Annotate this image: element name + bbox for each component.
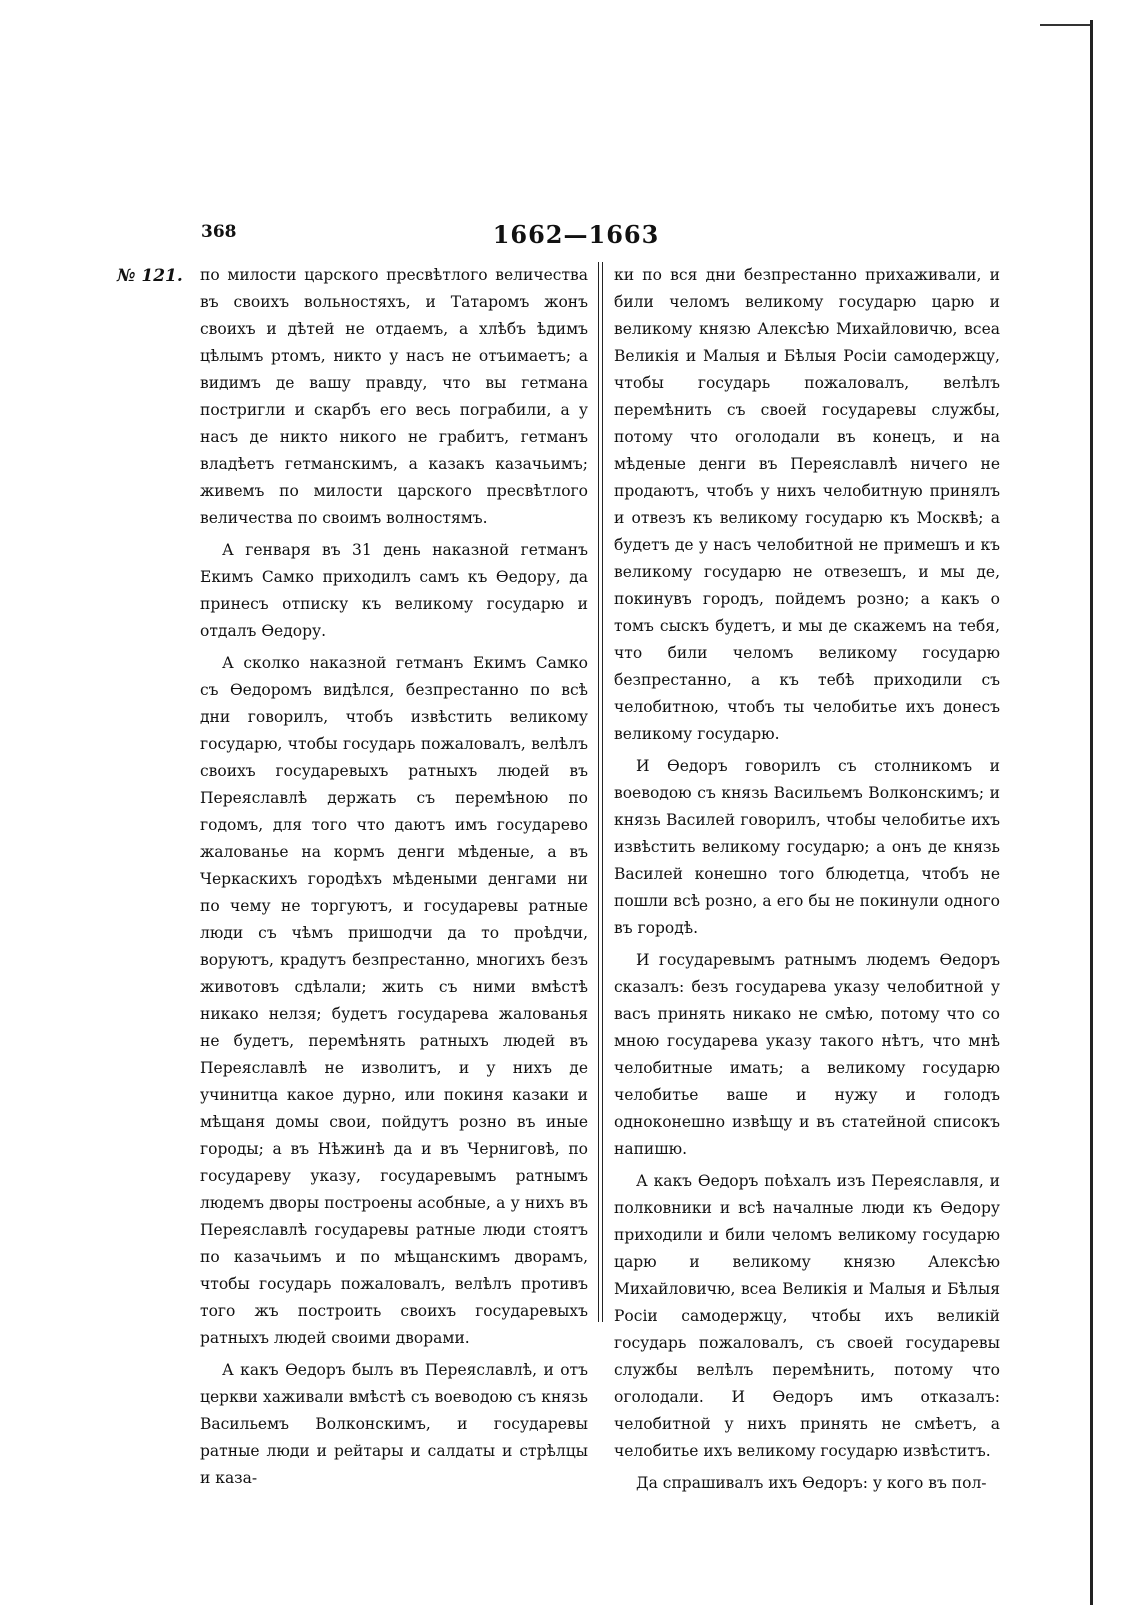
document-number: № 121. [117, 266, 183, 286]
right-paragraph-5: Да спрашивалъ ихъ Ѳедоръ: у кого въ пол- [636, 1474, 987, 1492]
left-paragraph-1: по милости царского пресвѣтлого величества въ своихъ вольностяхъ, и Татаромъ жонъ своихъ и дѣтей не отдаемъ, а хлѣбъ ѣдимъ цѣлымъ ртомъ, никто у насъ не отъимаетъ; а видимъ де вашу правду, что вы гетмана постригли и скарбъ его весь пограбили, а у насъ де никто никого не грабитъ, гетманъ владѣетъ гетманскимъ, а казакъ казачьимъ; живемъ по милости царского пресвѣтлого величества по своимъ волностямъ. [200, 266, 588, 527]
left-paragraph-3: А сколко наказной гетманъ Екимъ Самко съ Ѳедоромъ видѣлся, безпрестанно по всѣ дни говорилъ, чтобъ извѣстить великому государю, чтобы государь пожаловалъ, велѣлъ своихъ государевыхъ ратныхъ людей въ Переяславлѣ держать съ перемѣною по годомъ, для того что даютъ имъ государево жалованье на кормъ денги мѣденые, а въ Черкаскихъ городѣхъ мѣдеными денгами ни по чему не торгуютъ, и государевы ратные люди съ чѣмъ пришодчи да то проѣдчи, воруютъ, крадутъ безпрестанно, многихъ безъ животовъ сдѣлали; жить съ ними вмѣстѣ никако нелзя; будетъ государева жалованья не будетъ, перемѣнять ратныхъ людей въ Переяславлѣ не изволитъ, и у нихъ де учинитца какое дурно, или покиня казаки и мѣщаня домы свои, пойдутъ розно въ иные городы; а въ Нѣжинѣ да и въ Черниговѣ, по государеву указу, государевымъ ратнымъ людемъ дворы построены асобные, а у нихъ въ Переяславлѣ государевы ратные люди стоятъ по казачьимъ и по мѣщанскимъ дворамъ, чтобы государь пожаловалъ, велѣлъ противъ того жъ построить своихъ государевыхъ ратныхъ людей своими дворами. [200, 654, 588, 1347]
right-paragraph-3: И государевымъ ратнымъ людемъ Ѳедоръ сказалъ: безъ государева указу челобитной у васъ принять никако не смѣю, потому что со мною государева указу такого нѣтъ, что мнѣ челобитные имать; а великому государю челобитье ваше и нужу и голодъ одноконешно извѣщу и въ статейной списокъ напишю. [614, 951, 1000, 1158]
page-number: 368 [201, 222, 237, 242]
right-paragraph-4: А какъ Ѳедоръ поѣхалъ изъ Переяславля, и полковники и всѣ началные люди къ Ѳедору приходили и били челомъ великому государю царю и великому князю Алексѣю Михайловичю, всеа Великія и Малыя и Бѣлыя Росіи самодержцу, чтобы ихъ великій государь пожаловалъ, съ своей государевы службы велѣлъ перемѣнить, потому что оголодали. И Ѳедоръ имъ отказалъ: челобитной у нихъ принять не смѣетъ, а челобитье ихъ великому государю извѣститъ. [614, 1172, 1000, 1460]
page-edge-top [1040, 24, 1092, 26]
right-paragraph-1: ки по вся дни безпрестанно прихаживали, и били челомъ великому государю царю и великому князю Алексѣю Михайловичю, всеа Великія и Малыя и Бѣлыя Росіи самодержцу, чтобы государь пожаловалъ, велѣлъ перемѣнить съ своей государевы службы, потому что оголодали въ конецъ, и на мѣденые денги въ Переяславлѣ ничего не продаютъ, чтобъ у нихъ челобитную принялъ и отвезъ къ великому государю къ Москвѣ; а будетъ де у насъ челобитной не примешъ и къ великому государю не отвезешъ, и мы де, покинувъ городъ, пойдемъ розно; а какъ о томъ сыскъ будетъ, и мы де скажемъ на тебя, что били челомъ великому государю безпрестанно, а къ тебѣ приходили съ челобитною, чтобъ ты челобитье ихъ донесъ великому государю. [614, 266, 1000, 743]
right-paragraph-2: И Ѳедоръ говорилъ съ столникомъ и воеводою съ князь Васильемъ Волконскимъ; и князь Василей говорилъ, чтобы челобитье ихъ извѣстить великому государю; а онъ де князь Василей конешно того блюдетца, чтобъ не пошли всѣ розно, а его бы не покинули одного въ городѣ. [614, 757, 1000, 937]
page-header-years: 1662—1663 [492, 220, 660, 249]
column-divider-second [602, 262, 603, 1322]
right-column [614, 262, 1000, 1492]
left-paragraph-2: А генваря въ 31 день наказной гетманъ Екимъ Самко приходилъ самъ къ Ѳедору, да принесъ отписку къ великому государю и отдалъ Ѳедору. [200, 541, 588, 640]
page-edge-line [1090, 20, 1093, 1605]
left-column [200, 262, 588, 1487]
left-paragraph-4: А какъ Ѳедоръ былъ въ Переяславлѣ, и отъ церкви хаживали вмѣстѣ съ воеводою съ князь Васильемъ Волконскимъ, и государевы ратные люди и рейтары и салдаты и стрѣлцы и каза- [200, 1361, 588, 1487]
column-divider [598, 262, 599, 1322]
